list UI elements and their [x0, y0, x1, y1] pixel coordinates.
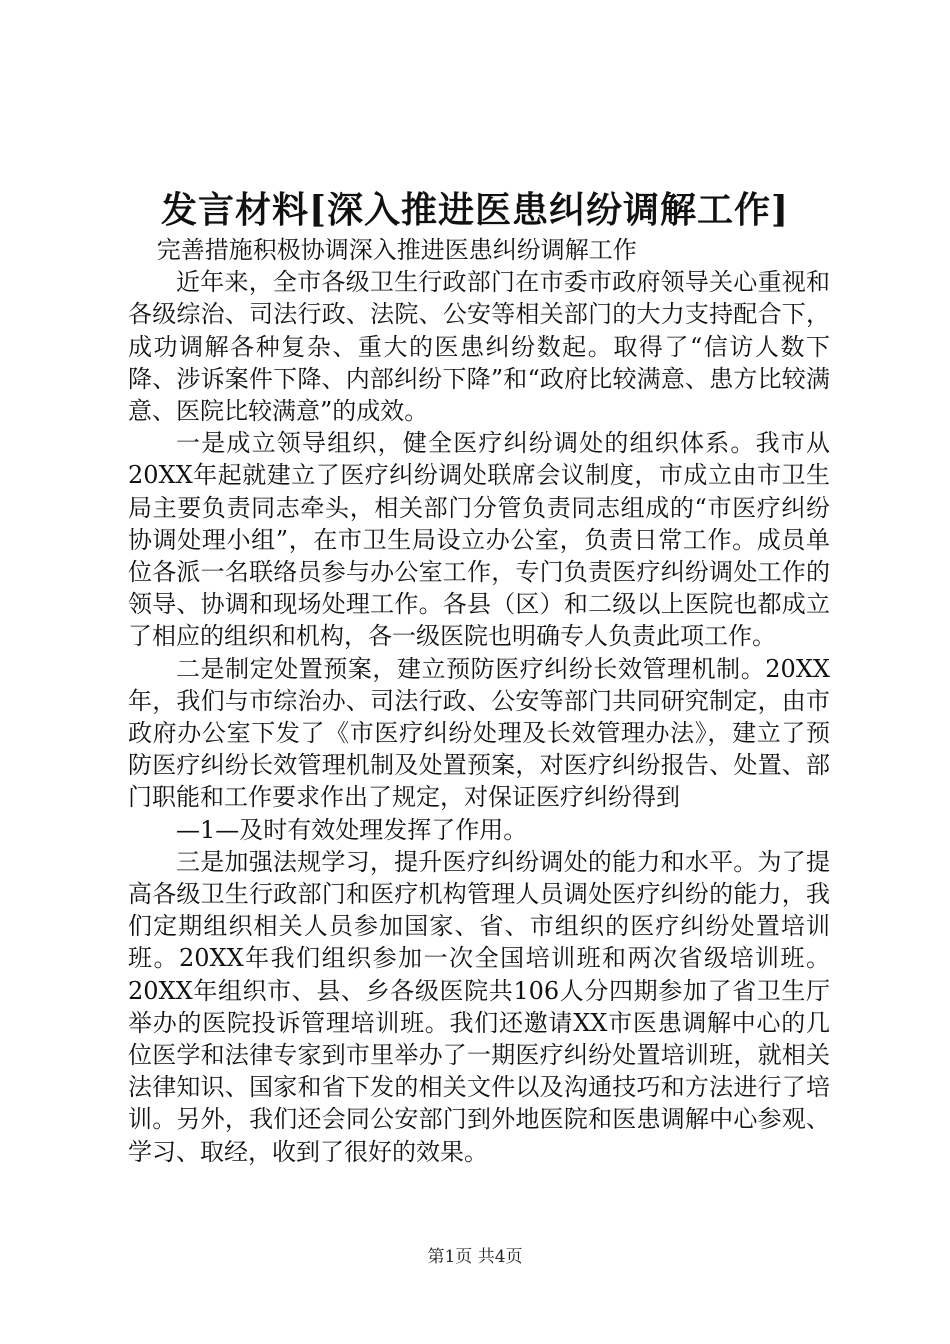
paragraph-point-three: 三是加强法规学习，提升医疗纠纷调处的能力和水平。为了提高各级卫生行政部门和医疗机构管理人员调处医疗纠纷的能力，我们定期组织相关人员参加国家、省、市组织的医疗纠纷处置培训班。20XX年我们组织参加一次全国培训班和两次省级培训班。20XX年组织市、县、乡各级医院共106人分四期参加了省卫生厅举办的医院投诉管理培训班。我们还邀请XX市医患调解中心的几位医学和法律专家到市里举办了一期医疗纠纷处置培训班，就相关法律知识、国家和省下发的相关文件以及沟通技巧和方法进行了培训。另外，我们还会同公安部门到外地医院和医患调解中心参观、学习、取经，收到了很好的效果。	[128, 847, 830, 1166]
paragraph-intro: 近年来，全市各级卫生行政部门在市委市政府领导关心重视和各级综治、司法行政、法院、公安等相关部门的大力支持配合下，成功调解各种复杂、重大的医患纠纷数起。取得了“信访人数下降、涉诉案件下降、内部纠纷下降”和“政府比较满意、患方比较满意、医院比较满意”的成效。	[128, 268, 830, 426]
paragraph-point-two: 二是制定处置预案，建立预防医疗纠纷长效管理机制。20XX年，我们与市综治办、司法行政、公安等部门共同研究制定，由市政府办公室下发了《市医疗纠纷处理及长效管理办法》，建立了预防医疗纠纷长效管理机制及处置预案，对医疗纠纷报告、处置、部门职能和工作要求作出了规定，对保证医疗纠纷得到	[128, 654, 830, 812]
paragraph-point-one: 一是成立领导组织，健全医疗纠纷调处的组织体系。我市从20XX年起就建立了医疗纠纷调处联席会议制度，市成立由市卫生局主要负责同志牵头，相关部门分管负责同志组成的“市医疗纠纷协调处理小组”，在市卫生局设立办公室，负责日常工作。成员单位各派一名联络员参与办公室工作，专门负责医疗纠纷调处工作的领导、协调和现场处理工作。各县（区）和二级以上医院也都成立了相应的组织和机构，各一级医院也明确专人负责此项工作。	[128, 429, 830, 651]
paragraph-continuation: —1—及时有效处理发挥了作用。	[176, 815, 528, 844]
page-number-footer: 第1页 共4页	[427, 1247, 523, 1267]
document-body	[128, 234, 830, 1168]
document-subtitle: 完善措施积极协调深入推进医患纠纷调解工作	[156, 236, 637, 264]
document-title: 发言材料[深入推进医患纠纷调解工作]	[160, 189, 790, 231]
